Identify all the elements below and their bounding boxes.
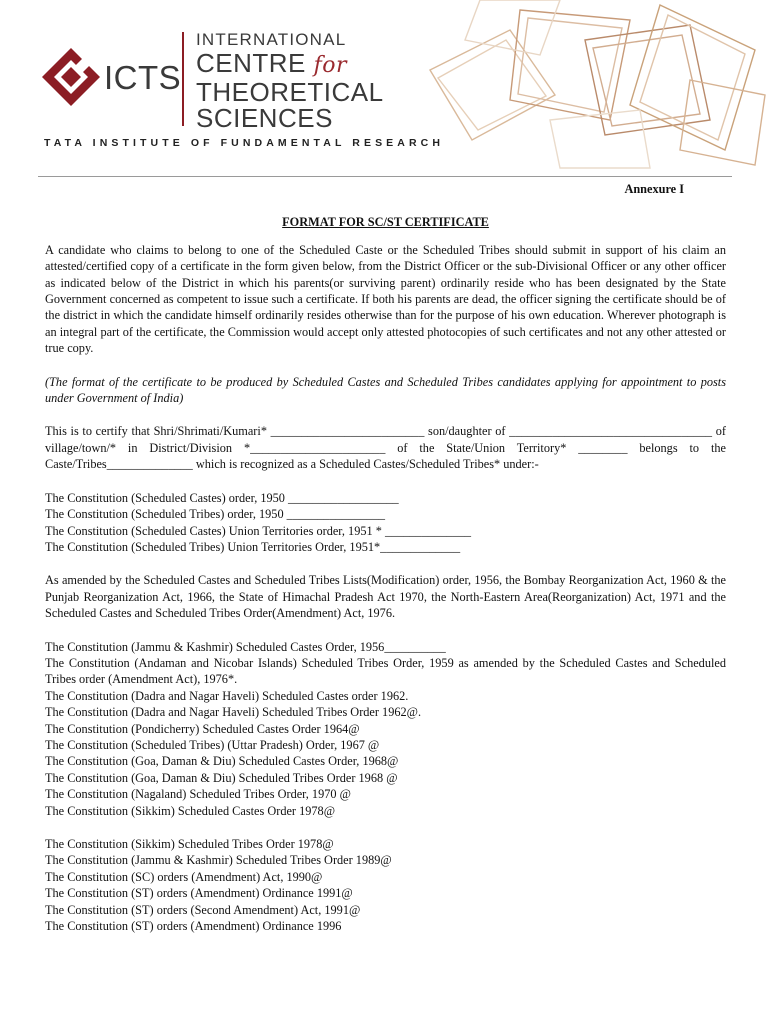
name-line-1: INTERNATIONAL [196, 30, 347, 49]
list-item: The Constitution (Andaman and Nicobar Islands) Scheduled Tribes Order, 1959 as amended by the Scheduled Castes and Scheduled Tribes order (Amendment Act), 1976*. [45, 655, 726, 687]
certify-paragraph: This is to certify that Shri/Shrimati/Kumari* _________________________ son/daughter of _________________________________ of village/town/* in District/Division *______________________ of the State/Union Territory* ________ belongs to the Caste/Tribes______________ which is recognized as a Scheduled Castes/Scheduled Tribes* under:- [45, 424, 726, 472]
list-item: The Constitution (Goa, Daman & Diu) Scheduled Castes Order, 1968@ [45, 754, 399, 769]
letterhead [0, 0, 770, 178]
list-item: The Constitution (Scheduled Castes) order, 1950 __________________ [45, 490, 399, 505]
list-item: The Constitution (ST) orders (Amendment) Ordinance 1991@ [45, 886, 353, 901]
list-item: The Constitution (Scheduled Tribes) order, 1950 ________________ [45, 507, 386, 522]
list-item: The Constitution (Jammu & Kashmir) Scheduled Castes Order, 1956__________ [45, 639, 446, 654]
list-item: The Constitution (Scheduled Tribes) Union Territories Order, 1951*_____________ [45, 539, 461, 554]
list-item: The Constitution (ST) orders (Second Amendment) Act, 1991@ [45, 902, 361, 917]
orders-list-2 [45, 639, 726, 819]
icts-logo-icon [42, 48, 100, 106]
logo-divider [182, 32, 184, 126]
name-line-3: THEORETICAL [196, 77, 384, 107]
amended-paragraph: As amended by the Scheduled Castes and Scheduled Tribes Lists(Modification) order, 1956, the Bombay Reorganization Act, 1960 & the Punjab Reorganization Act, 1966, the State of Himachal Pradesh Act 1970, the North-Eastern Area(Reorganization) Act, 1971 and the Scheduled Castes and Scheduled Tribes Order(Amendment) Act, 1976. [45, 573, 726, 621]
name-line-4: SCIENCES [196, 103, 333, 133]
document-body [45, 178, 726, 934]
list-item: The Constitution (Dadra and Nagar Haveli) Scheduled Castes order 1962. [45, 688, 409, 703]
institute-name [196, 30, 384, 131]
list-item: The Constitution (Goa, Daman & Diu) Scheduled Tribes Order 1968 @ [45, 770, 398, 785]
list-item: The Constitution (Scheduled Castes) Union Territories order, 1951 * ______________ [45, 523, 472, 538]
document-title: FORMAT FOR SC/ST CERTIFICATE [282, 215, 489, 230]
logo-abbreviation: ICTS [104, 59, 182, 96]
name-for: for [313, 53, 348, 78]
annexure-label: Annexure I [624, 182, 684, 196]
list-item: The Constitution (Sikkim) Scheduled Tribes Order 1978@ [45, 837, 334, 851]
italic-note: (The format of the certificate to be produced by Scheduled Castes and Scheduled Tribes candidates applying for appointment to posts under Government of India) [45, 374, 726, 406]
name-line-2-text: CENTRE [196, 48, 306, 78]
list-item: The Constitution (ST) orders (Amendment) Ordinance 1996 [45, 919, 342, 934]
list-item: The Constitution (SC) orders (Amendment) Act, 1990@ [45, 869, 323, 884]
list-item: The Constitution (Dadra and Nagar Haveli) Scheduled Tribes Order 1962@. [45, 705, 422, 720]
orders-list-3 [45, 836, 726, 934]
list-item: The Constitution (Nagaland) Scheduled Tribes Order, 1970 @ [45, 787, 351, 802]
list-item: The Constitution (Sikkim) Scheduled Castes Order 1978@ [45, 803, 336, 818]
header-rule [38, 176, 732, 177]
tagline: TATA INSTITUTE OF FUNDAMENTAL RESEARCH [44, 137, 445, 149]
name-line-2 [196, 50, 384, 79]
intro-paragraph: A candidate who claims to belong to one of the Scheduled Caste or the Scheduled Tribes should submit in support of his claim an attested/certified copy of a certificate in the form given below, from the District Officer or the sub-Divisional Officer or any other officer as indicated below of the District in which his parents(or surviving parent) ordinarily reside who has been designated by the State Government concerned as competent to issue such a certificate. If both his parents are dead, the officer signing the certificate should be of the district in which the candidate himself ordinarily resides otherwise than for the purpose of his own education. Wherever photograph is an integral part of the certificate, the Commission would accept only attested photocopies of such certificates and not any other attested or true copy. [45, 242, 726, 356]
list-item: The Constitution (Jammu & Kashmir) Scheduled Tribes Order 1989@ [45, 853, 392, 868]
orders-list-1 [45, 490, 726, 556]
list-item: The Constitution (Pondicherry) Scheduled Castes Order 1964@ [45, 721, 360, 736]
list-item: The Constitution (Scheduled Tribes) (Uttar Pradesh) Order, 1967 @ [45, 737, 380, 752]
